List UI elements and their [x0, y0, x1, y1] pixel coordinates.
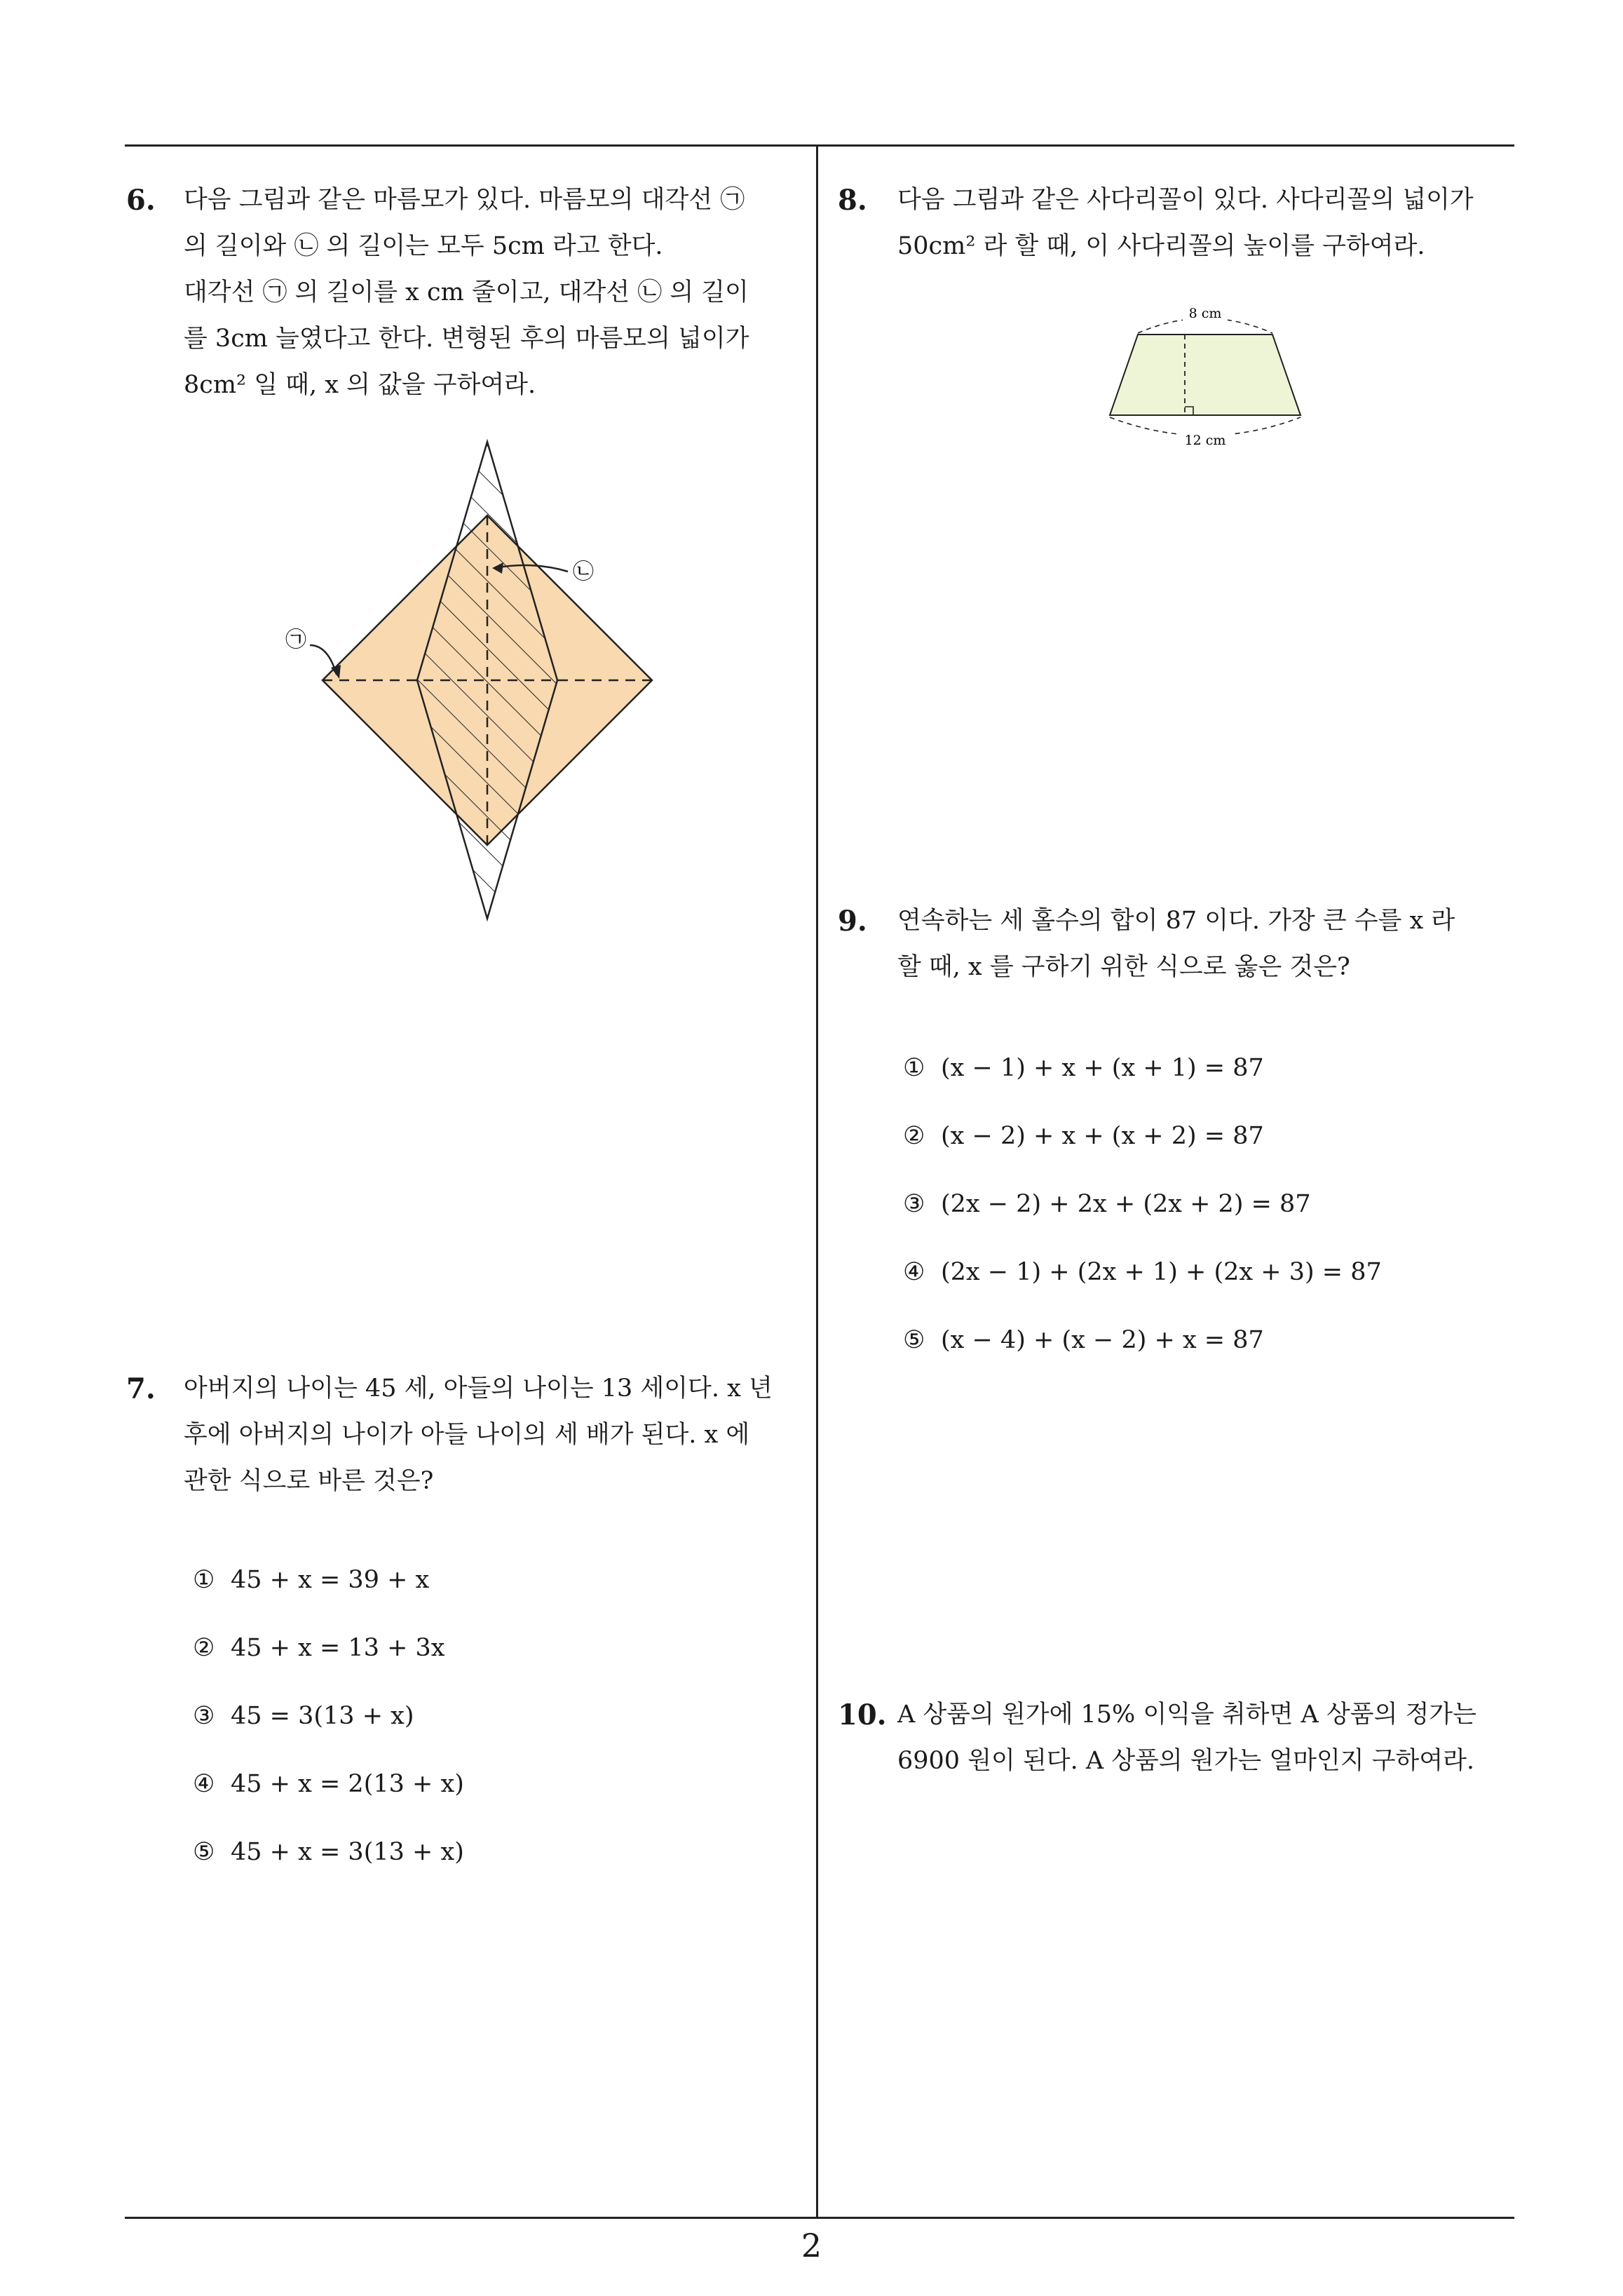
q8-number: 8.: [838, 184, 867, 217]
q8-line: 다음 그림과 같은 사다리꼴이 있다. 사다리꼴의 넓이가: [897, 186, 1474, 214]
q6-line: 를 3cm 늘였다고 한다. 변형된 후의 마름모의 넓이가: [184, 325, 749, 353]
label-b: ㉡: [573, 560, 594, 584]
q6-rhombus-figure: [266, 428, 687, 933]
q7-choice: [193, 1566, 429, 1594]
choice-expr: 45 + x = 13 + 3x: [231, 1634, 445, 1662]
q6-number: 6.: [126, 184, 156, 217]
q7-choice: [193, 1702, 414, 1730]
trapezoid: [1110, 335, 1301, 415]
q7-choice: [193, 1838, 464, 1866]
top-label: 8 cm: [1188, 306, 1222, 321]
label-a: ㉠: [285, 628, 306, 652]
choice-mark: ①: [903, 1054, 925, 1082]
choice-mark: ③: [903, 1190, 925, 1218]
q7-line: 후에 아버지의 나이가 아들 나이의 세 배가 된다. x 에: [184, 1421, 750, 1449]
choice-mark: ⑤: [193, 1838, 215, 1866]
choice-expr: (2x − 1) + (2x + 1) + (2x + 3) = 87: [941, 1258, 1382, 1286]
q8-line: 50cm² 라 할 때, 이 사다리꼴의 높이를 구하여라.: [897, 232, 1425, 260]
q9-line: 할 때, x 를 구하기 위한 식으로 옳은 것은?: [897, 953, 1350, 981]
q6-line: 의 길이와 ㉡ 의 길이는 모두 5cm 라고 한다.: [184, 232, 663, 260]
choice-expr: (2x − 2) + 2x + (2x + 2) = 87: [941, 1190, 1311, 1218]
q7-choice: [193, 1770, 464, 1798]
choice-expr: 45 + x = 3(13 + x): [231, 1838, 464, 1866]
q10-line: 6900 원이 된다. A 상품의 원가는 얼마인지 구하여라.: [897, 1747, 1475, 1775]
choice-mark: ⑤: [903, 1326, 925, 1354]
q6-text: [184, 177, 749, 408]
q7-text: [184, 1365, 773, 1504]
q10-number: 10.: [838, 1699, 887, 1731]
q9-line: 연속하는 세 홀수의 합이 87 이다. 가장 큰 수를 x 라: [897, 907, 1455, 935]
q7-number: 7.: [126, 1372, 156, 1405]
q6-line: 다음 그림과 같은 마름모가 있다. 마름모의 대각선 ㉠: [184, 186, 745, 214]
q6-line: 대각선 ㉠ 의 길이를 x cm 줄이고, 대각선 ㉡ 의 길이: [184, 278, 749, 306]
q7-line: 관한 식으로 바른 것은?: [184, 1467, 434, 1495]
choice-mark: ②: [193, 1634, 215, 1662]
q9-number: 9.: [838, 905, 867, 938]
page-number: 2: [801, 2227, 822, 2264]
q9-text: [897, 898, 1455, 990]
q9-choice: [903, 1258, 1382, 1286]
choice-mark: ①: [193, 1566, 215, 1594]
q8-trapezoid-figure: [1101, 298, 1311, 456]
q9-choice: [903, 1122, 1264, 1150]
q6-line: 8cm² 일 때, x 의 값을 구하여라.: [184, 371, 536, 399]
q9-choice: [903, 1326, 1264, 1354]
q9-choice: [903, 1190, 1311, 1218]
choice-mark: ④: [903, 1258, 925, 1286]
bottom-rule: [125, 2217, 1514, 2219]
choice-mark: ②: [903, 1122, 925, 1150]
bottom-label: 12 cm: [1184, 433, 1226, 448]
q8-text: [897, 177, 1474, 269]
choice-mark: ③: [193, 1702, 215, 1730]
q7-choice: [193, 1634, 445, 1662]
transformed-rhombus: [417, 442, 557, 919]
choice-expr: (x − 4) + (x − 2) + x = 87: [941, 1326, 1264, 1354]
choice-expr: (x − 1) + x + (x + 1) = 87: [941, 1054, 1264, 1082]
q9-choice: [903, 1054, 1264, 1082]
q10-text: [897, 1691, 1476, 1784]
choice-expr: (x − 2) + x + (x + 2) = 87: [941, 1122, 1264, 1150]
column-divider: [816, 144, 818, 2219]
q7-line: 아버지의 나이는 45 세, 아들의 나이는 13 세이다. x 년: [184, 1375, 773, 1403]
choice-expr: 45 = 3(13 + x): [231, 1702, 414, 1730]
choice-expr: 45 + x = 2(13 + x): [231, 1770, 464, 1798]
choice-expr: 45 + x = 39 + x: [231, 1566, 430, 1594]
top-rule: [125, 144, 1514, 147]
q10-line: A 상품의 원가에 15% 이익을 취하면 A 상품의 정가는: [897, 1701, 1476, 1729]
choice-mark: ④: [193, 1770, 215, 1798]
